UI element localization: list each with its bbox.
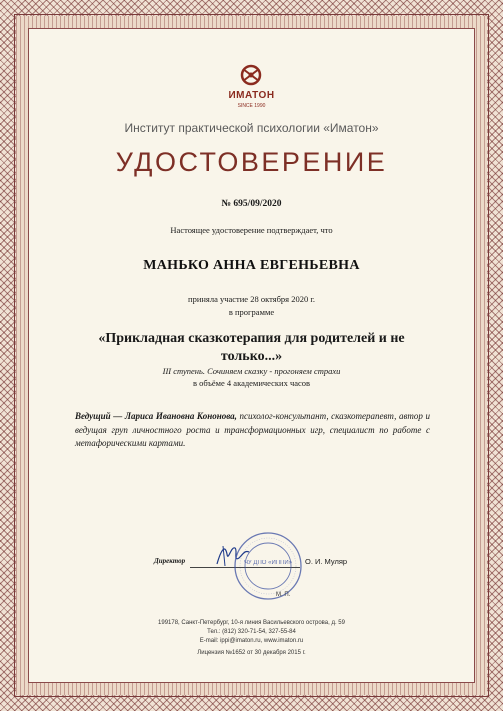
stamp-text: ЧУ ДПО «ИППИ» [243,560,293,566]
footer-license: Лицензия №1652 от 30 декабря 2015 г. [197,650,306,656]
footer-phone: Тел.: (812) 320-71-54, 327-55-84 [207,629,296,635]
lead-description: психолог-консультант, сказкотерапевт, автор и ведущая груп личностного роста и трансформационных игр, специалист по работе с метафорическими картами. [75,411,430,448]
program-volume: в объёме 4 академических часов [192,378,311,388]
seal-stamp-icon [232,530,304,602]
logo-name: ИМАТОН [228,90,275,101]
document-title: УДОСТОВЕРЕНИЕ [115,147,388,177]
participation-date: приняла участие 28 октября 2020 г. [188,294,315,304]
program-stage: III ступень. Сочиняем сказку - прогоняем страхи [162,366,341,376]
footer-email: E-mail: ippi@imaton.ru, www.imaton.ru [199,638,304,644]
director-label: Директор [154,557,186,565]
footer-address: 199178, Санкт-Петербург, 10-я линия Васильевского острова, д. 59 [158,620,345,626]
in-program-text: в программе [228,307,275,317]
recipient-name: МАНЬКО АННА ЕВГЕНЬЕВНА [143,258,360,273]
institute-name: Институт практической психологии «Иматон» [124,121,379,135]
confirm-text: Настоящее удостоверение подтверждает, что [170,225,333,235]
program-title: «Прикладная сказкотерапия для родителей и не только...» [98,331,405,364]
lead-label: Ведущий — Лариса Ивановна Кононова, [75,411,237,421]
lead-paragraph [75,410,430,451]
certificate-number: № 695/09/2020 [221,199,282,209]
director-name: О. И. Муляр [305,557,348,566]
seal-place-label: М. П. [276,592,291,598]
logo-since: SINCE 1990 [237,103,266,109]
